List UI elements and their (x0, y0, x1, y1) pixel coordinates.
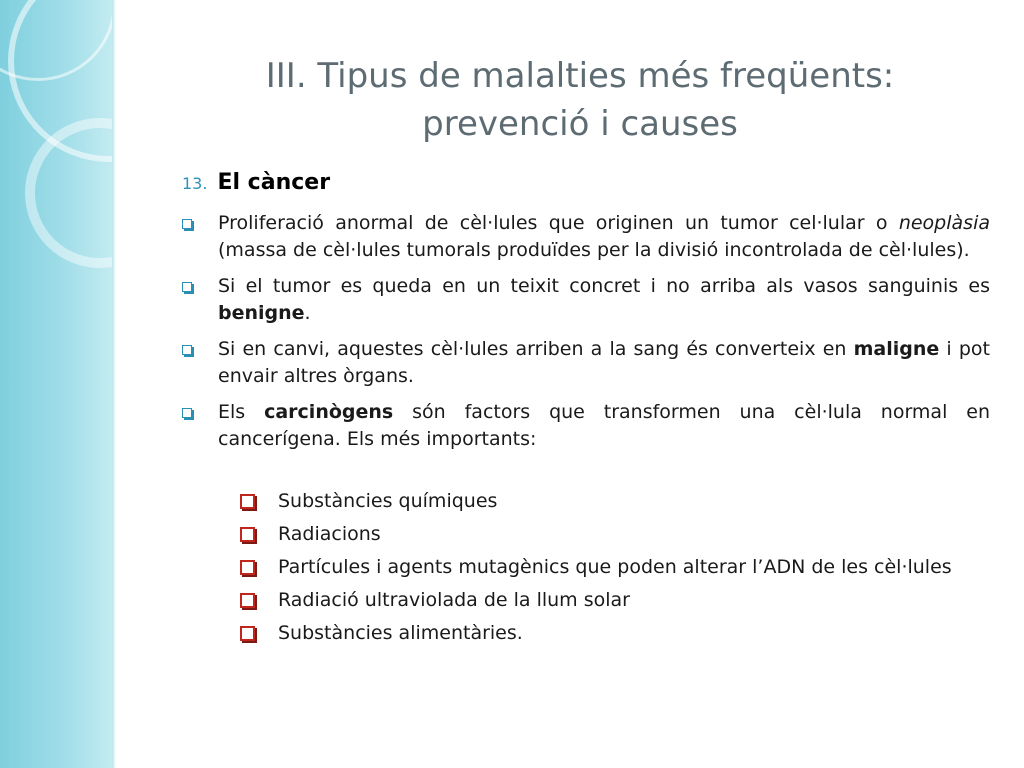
decorative-sidebar (0, 0, 112, 768)
square-bullet-icon (182, 219, 192, 229)
checkbox-bullet-icon (240, 494, 255, 509)
title-line-1: III. Tipus de malalties més freqüents: (265, 56, 895, 96)
checkbox-bullet-icon (240, 560, 255, 575)
section-heading (182, 170, 330, 195)
sub-bullet-text: Radiació ultraviolada de la llum solar (278, 589, 630, 611)
slide-title (180, 52, 980, 148)
bullet-list (182, 210, 990, 462)
bullet-italic-term: neoplàsia (898, 212, 990, 234)
sub-bullet-item (240, 521, 990, 548)
bullet-bold-term: carcinògens (264, 401, 394, 423)
decorative-ring (25, 118, 112, 268)
bullet-item (182, 336, 990, 390)
sub-bullet-text: Radiacions (278, 523, 381, 545)
section-number: 13. (182, 174, 208, 193)
bullet-text: Si en canvi, aquestes cèl·lules arriben a la sang és converteix en (218, 338, 854, 360)
bullet-text: . (304, 302, 311, 324)
title-line-2: prevenció i causes (422, 104, 738, 144)
bullet-bold-term: benigne (218, 302, 305, 324)
bullet-text: Si el tumor es queda en un teixit concret i no arriba als vasos sanguinis es (218, 275, 990, 297)
sub-bullet-text: Substàncies químiques (278, 490, 498, 512)
sub-bullet-item (240, 488, 990, 515)
bullet-text: són factors que transformen una cèl·lula normal en cancerígena. Els més importants: (218, 401, 990, 450)
sidebar-edge (112, 0, 116, 768)
checkbox-bullet-icon (240, 626, 255, 641)
square-bullet-icon (182, 345, 192, 355)
section-title: El càncer (217, 170, 331, 195)
bullet-text: (massa de cèl·lules tumorals produïdes per la divisió incontrolada de cèl·lules). (218, 239, 970, 261)
square-bullet-icon (182, 282, 192, 292)
bullet-text: i pot envair altres òrgans. (218, 338, 990, 387)
bullet-bold-term: maligne (853, 338, 940, 360)
bullet-text: Els (218, 401, 265, 423)
bullet-item (182, 210, 990, 264)
sub-bullet-text: Substàncies alimentàries. (278, 622, 523, 644)
bullet-item (182, 399, 990, 453)
sub-bullet-item (240, 554, 990, 581)
bullet-text: Proliferació anormal de cèl·lules que originen un tumor cel·lular o (218, 212, 899, 234)
sub-bullet-text: Partícules i agents mutagènics que poden alterar l’ADN de les cèl·lules (278, 556, 952, 578)
square-bullet-icon (182, 408, 192, 418)
sub-bullet-item (240, 620, 990, 647)
sub-bullet-item (240, 587, 990, 614)
checkbox-bullet-icon (240, 527, 255, 542)
bullet-item (182, 273, 990, 327)
checkbox-bullet-icon (240, 593, 255, 608)
sub-bullet-list (240, 488, 990, 653)
